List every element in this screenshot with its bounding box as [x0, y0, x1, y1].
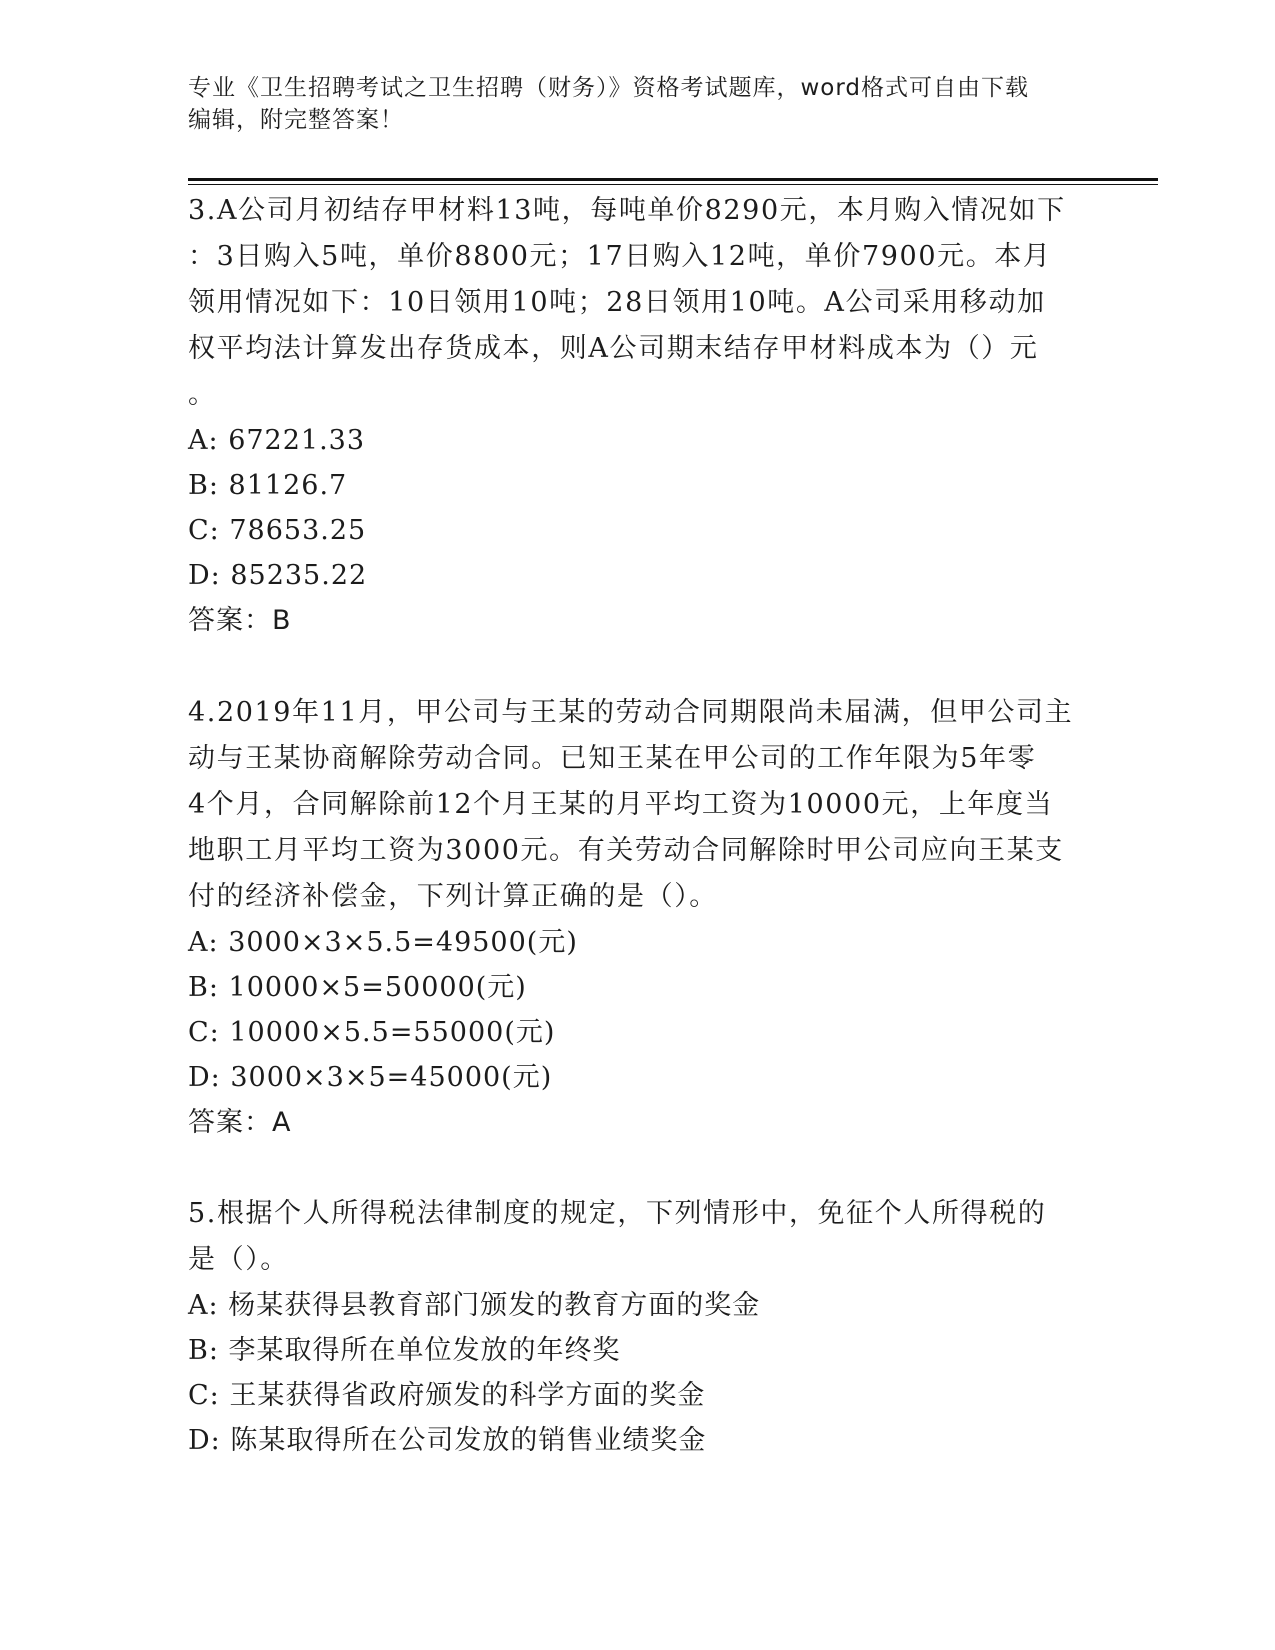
option-text: 3000×3×5.5=49500(元): [228, 927, 578, 958]
question-stem: [188, 188, 1078, 418]
option-text: 李某取得所在单位发放的年终奖: [228, 1335, 621, 1366]
stem-line: 权平均法计算发出存货成本，则A公司期末结存甲材料成本为（）元: [188, 333, 1039, 364]
option-letter: A:: [188, 1290, 219, 1321]
option-letter: D:: [188, 1425, 221, 1456]
option-d: [188, 553, 1078, 598]
option-letter: B:: [188, 1335, 219, 1366]
option-letter: C:: [188, 1017, 220, 1048]
header-line: 专业《卫生招聘考试之卫生招聘（财务）》资格考试题库，word格式可自由下载: [188, 75, 1030, 101]
option-letter: D:: [188, 1062, 221, 1093]
option-a: [188, 418, 1078, 463]
document-header: [188, 72, 1088, 136]
option-text: 67221.33: [228, 425, 366, 456]
header-line: 编辑，附完整答案！: [188, 107, 404, 133]
option-b: [188, 965, 1078, 1010]
option-text: 杨某获得县教育部门颁发的教育方面的奖金: [228, 1290, 761, 1321]
option-text: 78653.25: [229, 515, 367, 546]
option-text: 王某获得省政府颁发的科学方面的奖金: [229, 1380, 706, 1411]
answer-line: 答案：A: [188, 1107, 292, 1138]
stem-line: 动与王某协商解除劳动合同。已知王某在甲公司的工作年限为5年零: [188, 743, 1037, 774]
option-c: [188, 508, 1078, 553]
stem-line: 4个月，合同解除前12个月王某的月平均工资为10000元，上年度当: [188, 789, 1054, 820]
question-stem: [188, 1191, 1078, 1283]
stem-line: ：3日购入5吨，单价8800元；17日购入12吨，单价7900元。本月: [188, 241, 1052, 272]
option-letter: B:: [188, 470, 219, 501]
stem-line: 5.根据个人所得税法律制度的规定，下列情形中，免征个人所得税的: [188, 1198, 1047, 1229]
question-stem: [188, 690, 1078, 920]
stem-line: 是（）。: [188, 1244, 289, 1275]
stem-line: 地职工月平均工资为3000元。有关劳动合同解除时甲公司应向王某支: [188, 835, 1064, 866]
option-c: [188, 1373, 1078, 1418]
header-divider-thick: [188, 178, 1158, 181]
option-c: [188, 1010, 1078, 1055]
option-b: [188, 463, 1078, 508]
header-divider-thin: [188, 184, 1158, 185]
option-letter: A:: [188, 927, 219, 958]
question-3: [188, 188, 1078, 644]
option-letter: C:: [188, 515, 220, 546]
question-5: [188, 1191, 1078, 1463]
question-4: [188, 690, 1078, 1146]
option-text: 10000×5.5=55000(元): [229, 1017, 556, 1048]
option-text: 81126.7: [228, 470, 348, 501]
option-d: [188, 1055, 1078, 1100]
stem-line: 。: [188, 379, 217, 410]
option-letter: D:: [188, 560, 221, 591]
answer-line: 答案：B: [188, 605, 292, 636]
option-text: 3000×3×5=45000(元): [230, 1062, 553, 1093]
stem-line: 4.2019年11月，甲公司与王某的劳动合同期限尚未届满，但甲公司主: [188, 697, 1074, 728]
option-letter: B:: [188, 972, 219, 1003]
option-letter: C:: [188, 1380, 220, 1411]
stem-line: 领用情况如下：10日领用10吨；28日领用10吨。A公司采用移动加: [188, 287, 1046, 318]
stem-line: 付的经济补偿金，下列计算正确的是（）。: [188, 881, 718, 912]
option-d: [188, 1418, 1078, 1463]
option-text: 陈某取得所在公司发放的销售业绩奖金: [230, 1425, 707, 1456]
option-a: [188, 1283, 1078, 1328]
option-text: 85235.22: [230, 560, 368, 591]
stem-line: 3.A公司月初结存甲材料13吨，每吨单价8290元，本月购入情况如下: [188, 195, 1066, 226]
option-letter: A:: [188, 425, 219, 456]
option-text: 10000×5=50000(元): [228, 972, 527, 1003]
option-b: [188, 1328, 1078, 1373]
option-a: [188, 920, 1078, 965]
